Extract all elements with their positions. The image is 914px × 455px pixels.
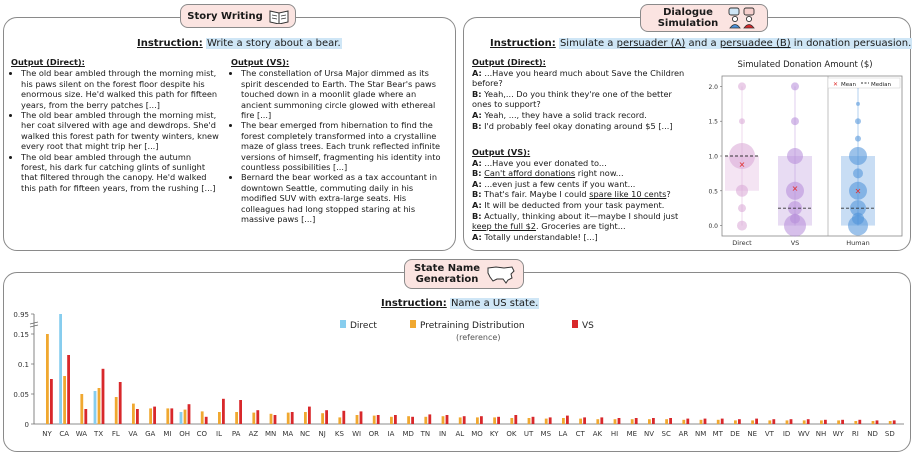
bar-vs-ut: [532, 417, 535, 424]
x-tick-label: AR: [678, 430, 689, 438]
bar-pretraining-distribution-nv: [648, 419, 651, 424]
x-tick-label: IN: [438, 430, 447, 438]
bar-pretraining-distribution-me: [631, 419, 634, 424]
bar-vs-va: [136, 409, 139, 424]
story-instruction-label: Instruction:: [137, 38, 203, 49]
bar-vs-id: [790, 419, 793, 424]
dialogue-instruction-persuadee: persuadee (B): [719, 38, 791, 49]
bar-pretraining-distribution-nh: [820, 420, 823, 424]
x-tick-label: KY: [489, 430, 499, 438]
story-instruction-text: Write a story about a bear.: [206, 38, 341, 49]
bar-pretraining-distribution-ok: [510, 418, 513, 424]
donation-mean-human: ✕: [854, 186, 862, 196]
bar-vs-nv: [652, 418, 655, 424]
dialogue-instruction-post: in donation persuasion.: [790, 38, 912, 49]
state-tab-label: State Name Generation: [413, 263, 481, 285]
legend-mean-label: Mean: [841, 82, 856, 88]
dialogue-line: B: I'd probably feel okay donating around $5 [...]: [472, 120, 673, 131]
dialogue-direct-block: [472, 57, 685, 131]
x-tick-label: NE: [747, 430, 758, 438]
story-vs-column: [231, 57, 447, 225]
bar-pretraining-distribution-co: [201, 411, 204, 424]
bar-pretraining-distribution-tx: [98, 388, 101, 424]
bar-pretraining-distribution-ca: [63, 376, 66, 424]
dialogue-line: A: Totally understandable! [...]: [472, 231, 598, 242]
bar-vs-ia: [394, 415, 397, 424]
bar-pretraining-distribution-nd: [872, 421, 875, 424]
bar-pretraining-distribution-sd: [889, 421, 892, 424]
dialogue-line: A: It will be deducted from your task payment.: [472, 199, 665, 210]
x-tick-label: CO: [196, 430, 208, 438]
bar-vs-al: [463, 416, 466, 424]
x-tick-label: RI: [851, 430, 859, 438]
donation-y-tick-label: 0.5: [708, 188, 718, 196]
bar-pretraining-distribution-sc: [665, 419, 668, 424]
dialogue-line: A: ...Have you ever donated to...: [472, 157, 607, 168]
bar-vs-pa: [239, 400, 242, 424]
dialogue-instruction-label: Instruction:: [490, 38, 556, 49]
bar-pretraining-distribution-oh: [184, 410, 187, 424]
bar-vs-mt: [721, 419, 724, 424]
bar-pretraining-distribution-ky: [493, 417, 496, 424]
chat-people-icon: [728, 7, 756, 29]
state-ticks: [42, 430, 894, 438]
x-tick-label: AK: [592, 430, 603, 438]
story-direct-item: • The old bear ambled through the morning mist, her coat silvered with age and dewdrops. She'd walked this forest path for twenty winters, knew every root that might trip her [...]: [21, 110, 219, 152]
bar-pretraining-distribution-ga: [149, 408, 152, 424]
bar-vs-ri: [858, 420, 861, 424]
dialogue-instruction-pre: Simulate a: [559, 38, 617, 49]
donation-mean-vs: ✕: [791, 184, 799, 194]
bar-pretraining-distribution-de: [734, 420, 737, 424]
bar-pretraining-distribution-ct: [579, 419, 582, 424]
bar-pretraining-distribution-ia: [390, 417, 393, 424]
bar-vs-fl: [119, 382, 122, 424]
x-tick-label: UT: [523, 430, 534, 438]
story-vs-item: • The constellation of Ursa Major dimmed as its spirit descended to Earth. The Star Bear's paws touched down in a moonlit glade where an ancient summoning circle glowed with ethereal fire [...]: [241, 68, 447, 120]
x-tick-label: VT: [764, 430, 774, 438]
donation-y-tick-label: 0.0: [708, 223, 718, 231]
x-tick-label: MI: [163, 430, 172, 438]
bar-pretraining-distribution-mn: [270, 414, 273, 424]
state-name-tab: [404, 259, 524, 289]
state-instruction-label: Instruction:: [381, 298, 447, 309]
dialogue-vs-block: [472, 147, 697, 242]
x-tick-label: MT: [712, 430, 723, 438]
x-tick-label: NJ: [318, 430, 326, 438]
bar-vs-hi: [618, 418, 621, 424]
bar-pretraining-distribution-va: [132, 404, 135, 424]
donation-legend: [828, 78, 900, 88]
bar-pretraining-distribution-pa: [235, 412, 238, 424]
bar-vs-az: [256, 410, 259, 424]
story-direct-header: Output (Direct):: [11, 57, 85, 67]
bar-pretraining-distribution-ms: [545, 419, 548, 424]
bar-pretraining-distribution-ut: [528, 418, 531, 424]
donation-bubble: [791, 117, 799, 125]
bar-vs-wy: [841, 420, 844, 424]
x-tick-label: KS: [334, 430, 344, 438]
x-tick-label: NH: [815, 430, 827, 438]
bar-pretraining-distribution-il: [218, 412, 221, 424]
story-tab-label: Story Writing: [187, 10, 263, 22]
y-tick-label: 0: [24, 421, 29, 429]
bar-pretraining-distribution-mo: [476, 417, 479, 424]
x-tick-label: ID: [782, 430, 791, 438]
bar-vs-tx: [102, 369, 105, 424]
bar-vs-ne: [755, 419, 758, 424]
bar-pretraining-distribution-mt: [717, 420, 720, 424]
donation-bubble: [737, 221, 747, 231]
dialogue-line: B: That's fair. Maybe I could spare like 10 cents?: [472, 189, 671, 200]
legend-direct: Direct: [350, 321, 377, 331]
bar-vs-ny: [50, 379, 53, 424]
bar-pretraining-distribution-ks: [338, 417, 341, 424]
x-tick-label: HI: [610, 430, 619, 438]
x-tick-label: DE: [730, 430, 740, 438]
bar-vs-or: [377, 415, 380, 424]
dialogue-instruction-highlight: [559, 38, 912, 49]
donation-plot-title: Simulated Donation Amount ($): [737, 60, 873, 70]
bar-vs-wv: [807, 419, 810, 424]
bar-direct-tx: [94, 391, 97, 424]
x-tick-label: WV: [797, 430, 810, 438]
x-tick-label: IL: [216, 430, 222, 438]
dialogue-instruction-persuader: persuader (A): [616, 38, 686, 49]
bar-pretraining-distribution-ak: [596, 419, 599, 424]
bar-vs-ak: [600, 417, 603, 424]
x-tick-label: ND: [867, 430, 878, 438]
y-tick-label: 0.1: [17, 361, 29, 369]
bar-vs-il: [222, 399, 225, 424]
donation-bubble: [736, 185, 748, 197]
bar-vs-nh: [824, 420, 827, 424]
bar-pretraining-distribution-la: [562, 418, 565, 424]
dialogue-line: B: Yeah,... Do you think they're one of the better ones to support?: [472, 88, 672, 110]
x-tick-label: VA: [128, 430, 138, 438]
donation-bubble: [855, 136, 861, 142]
bar-pretraining-distribution-ri: [854, 421, 857, 424]
bar-vs-ga: [153, 407, 156, 424]
bar-vs-mo: [480, 416, 483, 424]
bar-vs-vt: [772, 419, 775, 424]
dialogue-instruction-mid: and a: [685, 38, 720, 49]
bar-vs-in: [446, 415, 449, 424]
dialogue-tab-label: Dialogue Simulation: [657, 7, 719, 29]
x-tick-label: MD: [402, 430, 414, 438]
bar-pretraining-distribution-md: [407, 416, 410, 424]
x-tick-label: AL: [455, 430, 465, 438]
x-tick-label: NM: [694, 430, 707, 438]
x-tick-label: OK: [506, 430, 517, 438]
us-map-icon: [486, 264, 516, 284]
bar-pretraining-distribution-wv: [803, 420, 806, 424]
bar-pretraining-distribution-nj: [321, 413, 324, 424]
x-tick-label: ME: [626, 430, 638, 438]
bar-pretraining-distribution-wa: [80, 394, 83, 424]
dialogue-vs-header: Output (VS):: [472, 147, 531, 157]
bar-vs-tn: [428, 414, 431, 424]
story-direct-column: [11, 57, 219, 193]
donation-bubble: [738, 204, 746, 212]
story-vs-item: • Bernard the bear worked as a tax accountant in downtown Seattle, commuting daily in his modified SUV with extra-large seats. His colleagues had long stopped staring at his massive paws [...]: [241, 172, 447, 224]
legend-vs: VS: [582, 321, 594, 331]
bar-pretraining-distribution-ar: [682, 420, 685, 424]
bar-vs-la: [566, 416, 569, 424]
bar-vs-nd: [876, 420, 879, 424]
x-tick-label: SD: [884, 430, 895, 438]
bar-vs-md: [411, 417, 414, 424]
donation-bubble: [852, 213, 864, 225]
bar-pretraining-distribution-nc: [304, 412, 307, 424]
x-tick-label: TN: [420, 430, 431, 438]
bar-pretraining-distribution-in: [442, 416, 445, 424]
dialogue-line: B: Can't afford donations right now...: [472, 168, 624, 179]
donation-bubble: [791, 82, 799, 90]
svg-text:✕: ✕: [833, 81, 839, 88]
x-tick-label: AZ: [248, 430, 259, 438]
bar-vs-de: [738, 419, 741, 424]
x-tick-label: LA: [558, 430, 568, 438]
donation-group-label: Human: [846, 239, 870, 247]
x-tick-label: MO: [471, 430, 483, 438]
bar-vs-mn: [274, 415, 277, 424]
y-tick-label: 0.95: [13, 311, 29, 319]
donation-y-tick-label: 1.5: [708, 118, 718, 126]
story-vs-header: Output (VS):: [231, 57, 290, 67]
book-icon: [269, 8, 289, 24]
bar-vs-wi: [360, 411, 363, 424]
donation-bubble: [855, 118, 861, 124]
donation-y-tick-label: 1.0: [708, 153, 718, 161]
donation-bubble: [856, 102, 860, 106]
state-instruction-text: Name a US state.: [450, 298, 539, 309]
bar-direct-ca: [59, 314, 62, 424]
donation-bubble: [739, 118, 745, 124]
x-tick-label: TX: [94, 430, 104, 438]
bar-pretraining-distribution-fl: [115, 397, 118, 424]
x-tick-label: CT: [575, 430, 585, 438]
bar-vs-ks: [342, 411, 345, 424]
bar-vs-oh: [188, 404, 191, 424]
bar-vs-ky: [497, 417, 500, 424]
bar-vs-co: [205, 417, 208, 424]
bar-pretraining-distribution-ne: [751, 420, 754, 424]
legend-pretraining: Pretraining Distribution: [420, 321, 525, 331]
bar-pretraining-distribution-mi: [166, 408, 169, 424]
x-tick-label: OH: [179, 430, 190, 438]
story-writing-tab: [180, 4, 296, 28]
story-instruction: [137, 38, 342, 49]
dialogue-line: B: Actually, thinking about it—maybe I should just keep the full $2. Groceries are tight...: [472, 210, 679, 232]
bar-pretraining-distribution-ny: [46, 334, 49, 424]
x-tick-label: IA: [387, 430, 395, 438]
x-tick-label: WA: [75, 430, 88, 438]
donation-bubble: [790, 214, 800, 224]
x-tick-label: MN: [264, 430, 277, 438]
donation-plot: [700, 56, 906, 248]
dialogue-direct-header: Output (Direct):: [472, 57, 546, 67]
y-tick-label: 0.05: [13, 391, 29, 399]
x-tick-label: OR: [368, 430, 379, 438]
state-legend: [340, 320, 594, 342]
donation-group-label: VS: [790, 239, 800, 247]
y-tick-label: 0.15: [13, 331, 29, 339]
bar-vs-ca: [67, 355, 70, 424]
bar-pretraining-distribution-wy: [837, 420, 840, 424]
legend-median-label: Median: [871, 82, 892, 88]
x-tick-label: NV: [643, 430, 655, 438]
bar-vs-ok: [514, 415, 517, 424]
bar-vs-ar: [686, 419, 689, 424]
donation-mean-direct: ✕: [738, 160, 746, 170]
bar-vs-ct: [583, 417, 586, 424]
bar-pretraining-distribution-ma: [287, 413, 290, 424]
donation-group-label: Direct: [732, 239, 752, 247]
x-tick-label: NY: [42, 430, 52, 438]
dialogue-instruction: [490, 38, 912, 49]
dialogue-line: A: Yeah, ..., they have a solid track record.: [472, 109, 647, 120]
state-bar-chart: [4, 306, 910, 452]
bar-pretraining-distribution-az: [252, 413, 255, 424]
bar-direct-oh: [180, 412, 183, 424]
dialogue-tab: [640, 4, 768, 32]
bar-pretraining-distribution-vt: [768, 420, 771, 424]
x-tick-label: WI: [352, 430, 362, 438]
bar-vs-mi: [170, 408, 173, 424]
x-tick-label: MS: [540, 430, 552, 438]
bar-pretraining-distribution-or: [373, 416, 376, 424]
bar-vs-sc: [669, 418, 672, 424]
x-tick-label: CA: [59, 430, 70, 438]
bar-pretraining-distribution-wi: [356, 415, 359, 424]
donation-marks: [708, 76, 875, 247]
donation-y-tick-label: 2.0: [708, 83, 718, 91]
bar-pretraining-distribution-hi: [614, 419, 617, 424]
bar-vs-sd: [893, 420, 896, 424]
bar-vs-me: [635, 418, 638, 424]
x-tick-label: NC: [299, 430, 311, 438]
bar-vs-ms: [549, 417, 552, 424]
bar-vs-nc: [308, 407, 311, 424]
x-tick-label: FL: [111, 430, 120, 438]
bar-pretraining-distribution-id: [786, 420, 789, 424]
donation-bubble: [787, 148, 803, 164]
x-tick-label: GA: [145, 430, 156, 438]
donation-bubble: [738, 82, 746, 90]
x-tick-label: WY: [832, 430, 844, 438]
bar-vs-wa: [84, 409, 87, 424]
story-direct-item: • The old bear ambled through the autumn forest, his dark fur catching glints of sunlight that filtered through the canopy. He'd walked this path for fifteen years, from the rushing [...]: [21, 152, 219, 194]
dialogue-line: A: ...even just a few cents if you want...: [472, 178, 636, 189]
legend-reference: (reference): [456, 333, 501, 342]
bar-vs-nm: [704, 419, 707, 424]
story-vs-item: • The bear emerged from hibernation to find the forest completely transformed into a crystalline maze of glass trees. Each trunk reflected infinite versions of himself, fragmenting his identity into countless possibilities [...]: [241, 120, 447, 172]
dialogue-line: A: ...Have you heard much about Save the Children before?: [472, 67, 685, 89]
donation-bubble: [853, 168, 863, 178]
bar-vs-ma: [291, 412, 294, 424]
story-direct-item: • The old bear ambled through the morning mist, his paws silent on the forest floor despite his enormous size. He'd walked this path for fifteen years, from the berry patches [...]: [21, 68, 219, 110]
bar-pretraining-distribution-al: [459, 417, 462, 424]
bar-vs-nj: [325, 410, 328, 424]
x-tick-label: MA: [282, 430, 294, 438]
bar-pretraining-distribution-tn: [424, 417, 427, 424]
bar-pretraining-distribution-nm: [700, 420, 703, 424]
x-tick-label: PA: [231, 430, 241, 438]
x-tick-label: SC: [661, 430, 671, 438]
donation-bubble: [849, 147, 867, 165]
